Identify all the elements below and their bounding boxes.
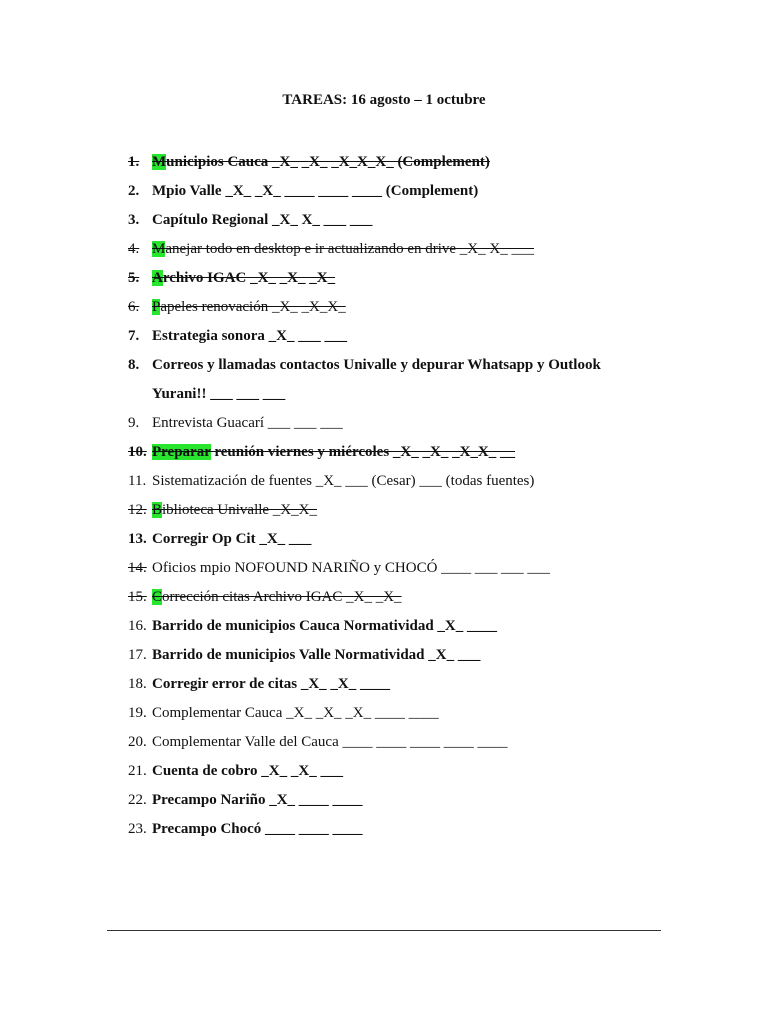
task-number: 12. [128, 502, 147, 518]
task-text [152, 525, 311, 554]
task-item [128, 496, 688, 525]
task-item [128, 699, 688, 728]
task-text [152, 728, 508, 757]
task-number: 22. [128, 792, 147, 808]
task-number: 7. [128, 328, 140, 344]
task-number: 13. [128, 531, 147, 547]
task-number: 9. [128, 415, 140, 431]
task-item [128, 206, 688, 235]
task-number: 2. [128, 183, 140, 199]
task-text [152, 438, 515, 467]
task-text [152, 467, 534, 496]
task-text [152, 177, 478, 206]
task-label: reunión viernes y miércoles _X_ _X_ _X_X_ __ [210, 444, 516, 460]
task-item [128, 322, 688, 351]
task-item [128, 409, 688, 438]
task-text [152, 641, 480, 670]
task-text [152, 670, 390, 699]
task-text [152, 293, 346, 322]
task-label: Capítulo Regional _X_ X_ ___ ___ [152, 212, 373, 228]
footer-rule [107, 930, 661, 931]
task-highlight: C [152, 589, 163, 605]
task-item [128, 467, 688, 496]
task-number: 17. [128, 647, 147, 663]
task-number: 15. [128, 589, 147, 605]
task-text [152, 409, 343, 438]
task-number: 18. [128, 676, 147, 692]
task-item [128, 786, 688, 815]
task-item [128, 670, 688, 699]
task-text [152, 206, 372, 235]
task-text [152, 757, 343, 786]
task-label: Complementar Valle del Cauca ____ ____ ____ ____ ____ [152, 734, 508, 750]
task-number: 16. [128, 618, 147, 634]
task-item [128, 815, 688, 844]
task-label: Estrategia sonora _X_ ___ ___ [152, 328, 347, 344]
task-text [152, 699, 439, 728]
task-label: Barrido de municipios Cauca Normatividad _X_ ____ [152, 618, 498, 634]
task-number: 20. [128, 734, 147, 750]
task-item [128, 438, 688, 467]
task-label: Mpio Valle _X_ _X_ ____ ____ ____ (Complement) [152, 183, 479, 199]
task-text [152, 786, 363, 815]
task-text [152, 583, 402, 612]
task-text [152, 351, 601, 380]
task-number: 23. [128, 821, 147, 837]
task-number: 8. [128, 357, 140, 373]
task-item [128, 235, 688, 264]
task-label: Corregir Op Cit _X_ ___ [152, 531, 312, 547]
task-item [128, 641, 688, 670]
task-text [152, 235, 534, 264]
task-number: 21. [128, 763, 147, 779]
task-number: 1. [128, 154, 140, 170]
task-label: apeles renovación _X_ _X_X_ [160, 299, 346, 315]
task-item [128, 583, 688, 612]
page-title: TAREAS: 16 agosto – 1 octubre [282, 92, 486, 108]
task-label: Barrido de municipios Valle Normatividad _X_ ___ [152, 647, 481, 663]
task-highlight: B [152, 502, 163, 518]
task-label: Cuenta de cobro _X_ _X_ ___ [152, 763, 343, 779]
task-number: 11. [128, 473, 147, 489]
task-number: 19. [128, 705, 147, 721]
task-item [128, 554, 688, 583]
task-number: 10. [128, 444, 147, 460]
task-label: Entrevista Guacarí ___ ___ ___ [152, 415, 343, 431]
task-text [152, 148, 490, 177]
task-number: 4. [128, 241, 140, 257]
task-text [152, 264, 335, 293]
task-label: Precampo Chocó ____ ____ ____ [152, 821, 363, 837]
task-highlight: M [152, 154, 167, 170]
task-item [128, 293, 688, 322]
task-label: unicipios Cauca _X_ _X_ _X_X_X_ (Complement) [166, 154, 490, 170]
task-text [152, 815, 363, 844]
task-item [128, 612, 688, 641]
task-number: 6. [128, 299, 140, 315]
task-highlight: P [152, 299, 161, 315]
task-label: Sistematización de fuentes _X_ ___ (Cesar) ___ (todas fuentes) [152, 473, 535, 489]
task-item [128, 380, 688, 409]
task-label: Precampo Nariño _X_ ____ ____ [152, 792, 363, 808]
task-label: Correos y llamadas contactos Univalle y depurar Whatsapp y Outlook [152, 357, 601, 373]
task-item [128, 351, 688, 380]
task-label: Complementar Cauca _X_ _X_ _X_ ____ ____ [152, 705, 439, 721]
task-text [152, 612, 497, 641]
task-number: 14. [128, 560, 147, 576]
task-text [152, 322, 347, 351]
task-item [128, 148, 688, 177]
task-label: anejar todo en desktop e ir actualizando en drive _X_ X_ ___ [165, 241, 534, 257]
task-item [128, 177, 688, 206]
task-label: orrección citas Archivo IGAC _X_ _X_ [162, 589, 402, 605]
task-label: Yurani!! ___ ___ ___ [152, 386, 286, 402]
task-highlight: A [152, 270, 163, 286]
task-item [128, 264, 688, 293]
task-text [152, 554, 550, 583]
task-item [128, 757, 688, 786]
task-label: Corregir error de citas _X_ _X_ ____ [152, 676, 391, 692]
task-label: Oficios mpio NOFOUND NARIÑO y CHOCÓ ____ ___ ___ ___ [152, 560, 550, 576]
task-text [152, 496, 317, 525]
task-number: 5. [128, 270, 140, 286]
task-item [128, 728, 688, 757]
task-list [128, 148, 688, 844]
task-label: iblioteca Univalle _X_X_ [162, 502, 317, 518]
task-highlight: Preparar [152, 444, 211, 460]
task-item [128, 525, 688, 554]
task-number: 3. [128, 212, 140, 228]
task-label: rchivo IGAC _X_ _X_ _X_ [162, 270, 336, 286]
task-highlight: M [152, 241, 166, 257]
task-text [152, 380, 285, 409]
